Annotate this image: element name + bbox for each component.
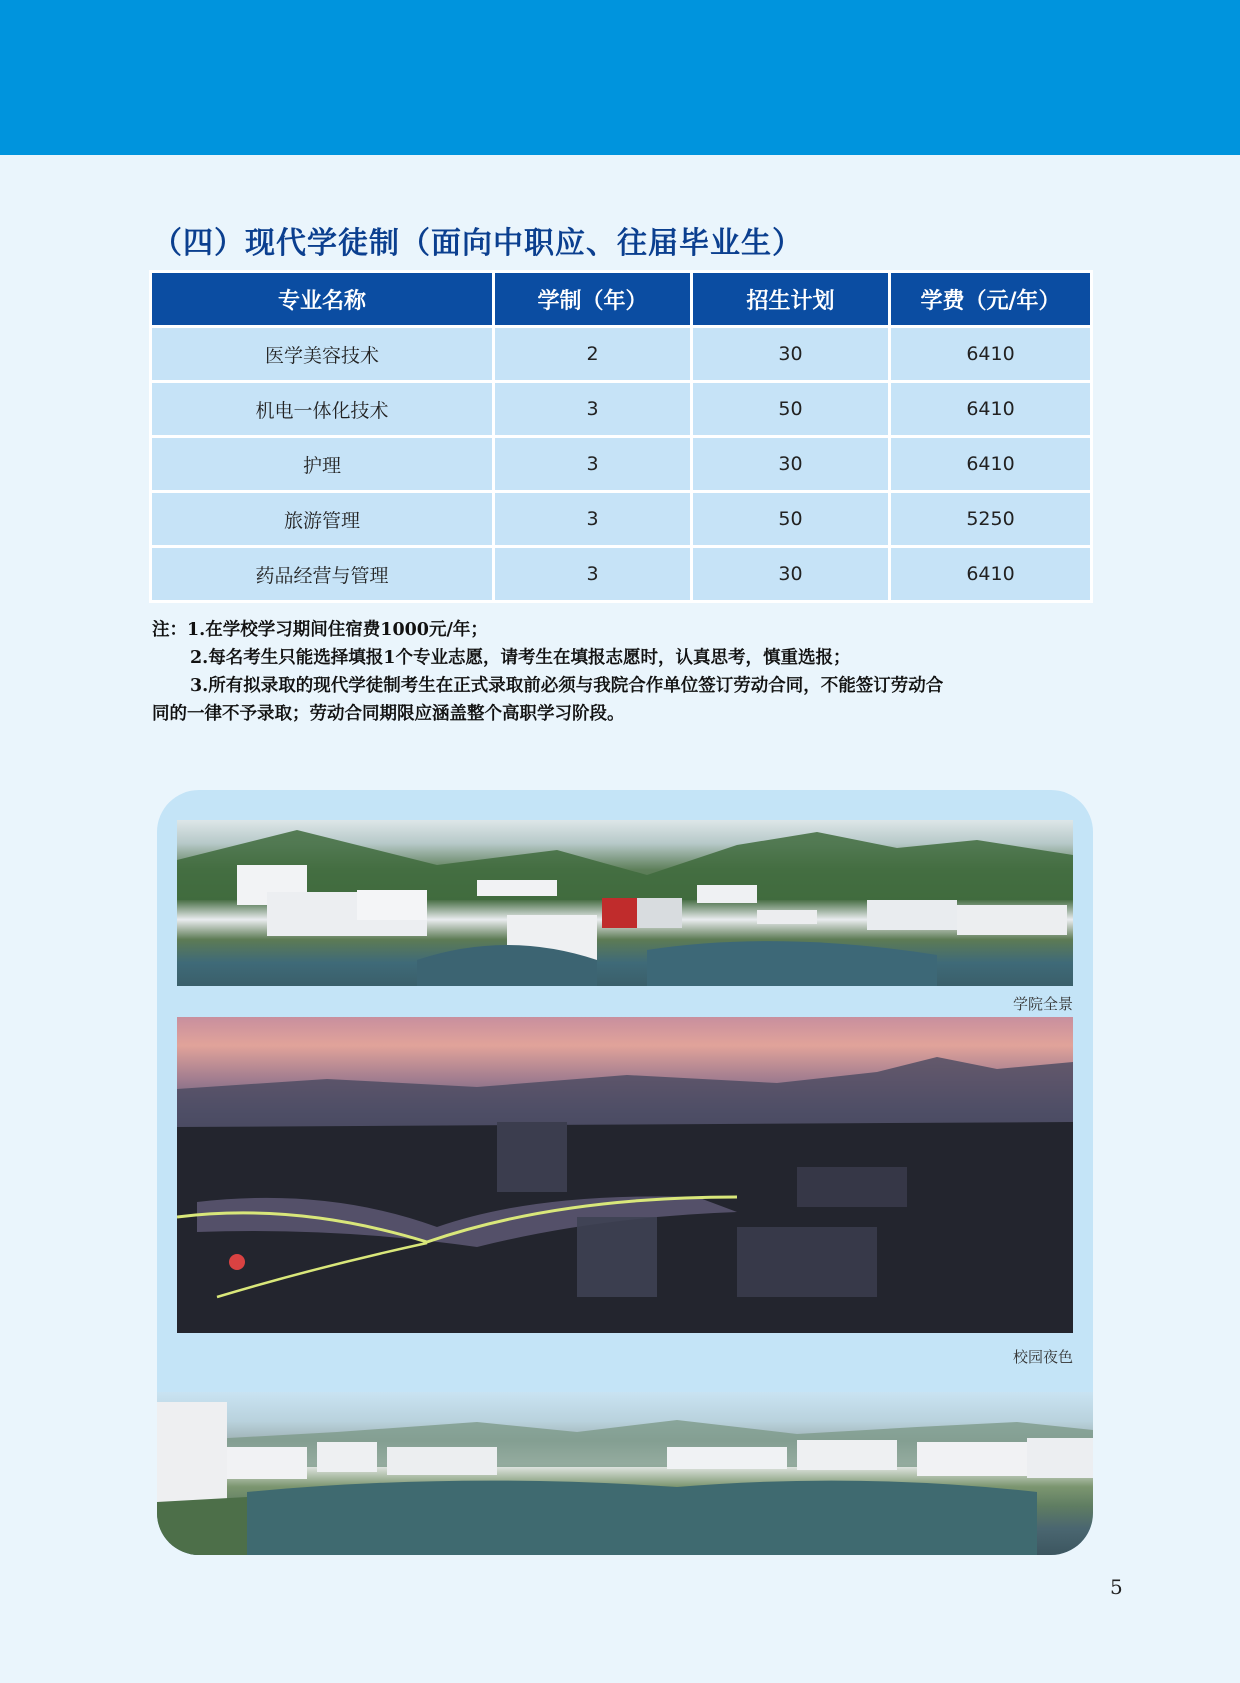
page-number: 5 [1110, 1575, 1123, 1599]
top-banner [0, 0, 1240, 155]
section-title: （四）现代学徒制（面向中职应、往届毕业生） [152, 226, 803, 261]
note-line-3-continued: 同的一律不予录取；劳动合同期限应涵盖整个高职学习阶段。 [152, 704, 625, 724]
header-tuition: 学费（元/年） [890, 272, 1092, 327]
cell-tuition: 6410 [890, 437, 1092, 492]
header-major-name: 专业名称 [151, 272, 494, 327]
cell-major-name: 护理 [151, 437, 494, 492]
cell-major-name: 药品经营与管理 [151, 547, 494, 602]
cell-enrollment-plan: 30 [692, 437, 890, 492]
table-row [151, 437, 1092, 492]
caption-campus-night: 校园夜色 [1012, 1348, 1073, 1366]
cell-tuition: 6410 [890, 382, 1092, 437]
cell-major-name: 机电一体化技术 [151, 382, 494, 437]
table-row [151, 547, 1092, 602]
header-enrollment-plan: 招生计划 [692, 272, 890, 327]
header-duration: 学制（年） [494, 272, 692, 327]
cell-duration: 3 [494, 492, 692, 547]
note-line-3: 3.所有拟录取的现代学徒制考生在正式录取前必须与我院合作单位签订劳动合同，不能签订劳动合 [190, 676, 944, 696]
cell-enrollment-plan: 30 [692, 327, 890, 382]
cell-major-name: 医学美容技术 [151, 327, 494, 382]
note-line-2: 2.每名考生只能选择填报1个专业志愿，请考生在填报志愿时，认真思考，慎重选报； [190, 648, 851, 668]
cell-enrollment-plan: 50 [692, 382, 890, 437]
cell-duration: 3 [494, 437, 692, 492]
table-header-row [151, 272, 1092, 327]
cell-tuition: 6410 [890, 327, 1092, 382]
campus-panorama-photo [177, 820, 1073, 986]
table-row [151, 327, 1092, 382]
cell-tuition: 5250 [890, 492, 1092, 547]
caption-campus-panorama: 学院全景 [1012, 995, 1073, 1013]
campus-lake-photo [157, 1392, 1093, 1555]
cell-enrollment-plan: 50 [692, 492, 890, 547]
cell-duration: 2 [494, 327, 692, 382]
table-row [151, 492, 1092, 547]
photo-gallery [157, 790, 1093, 1555]
campus-night-photo [177, 1017, 1073, 1333]
cell-enrollment-plan: 30 [692, 547, 890, 602]
enrollment-table [149, 270, 1093, 603]
notes [152, 616, 1092, 728]
cell-major-name: 旅游管理 [151, 492, 494, 547]
note-line-1: 注：1.在学校学习期间住宿费1000元/年； [152, 620, 488, 640]
cell-duration: 3 [494, 382, 692, 437]
table-row [151, 382, 1092, 437]
cell-duration: 3 [494, 547, 692, 602]
cell-tuition: 6410 [890, 547, 1092, 602]
